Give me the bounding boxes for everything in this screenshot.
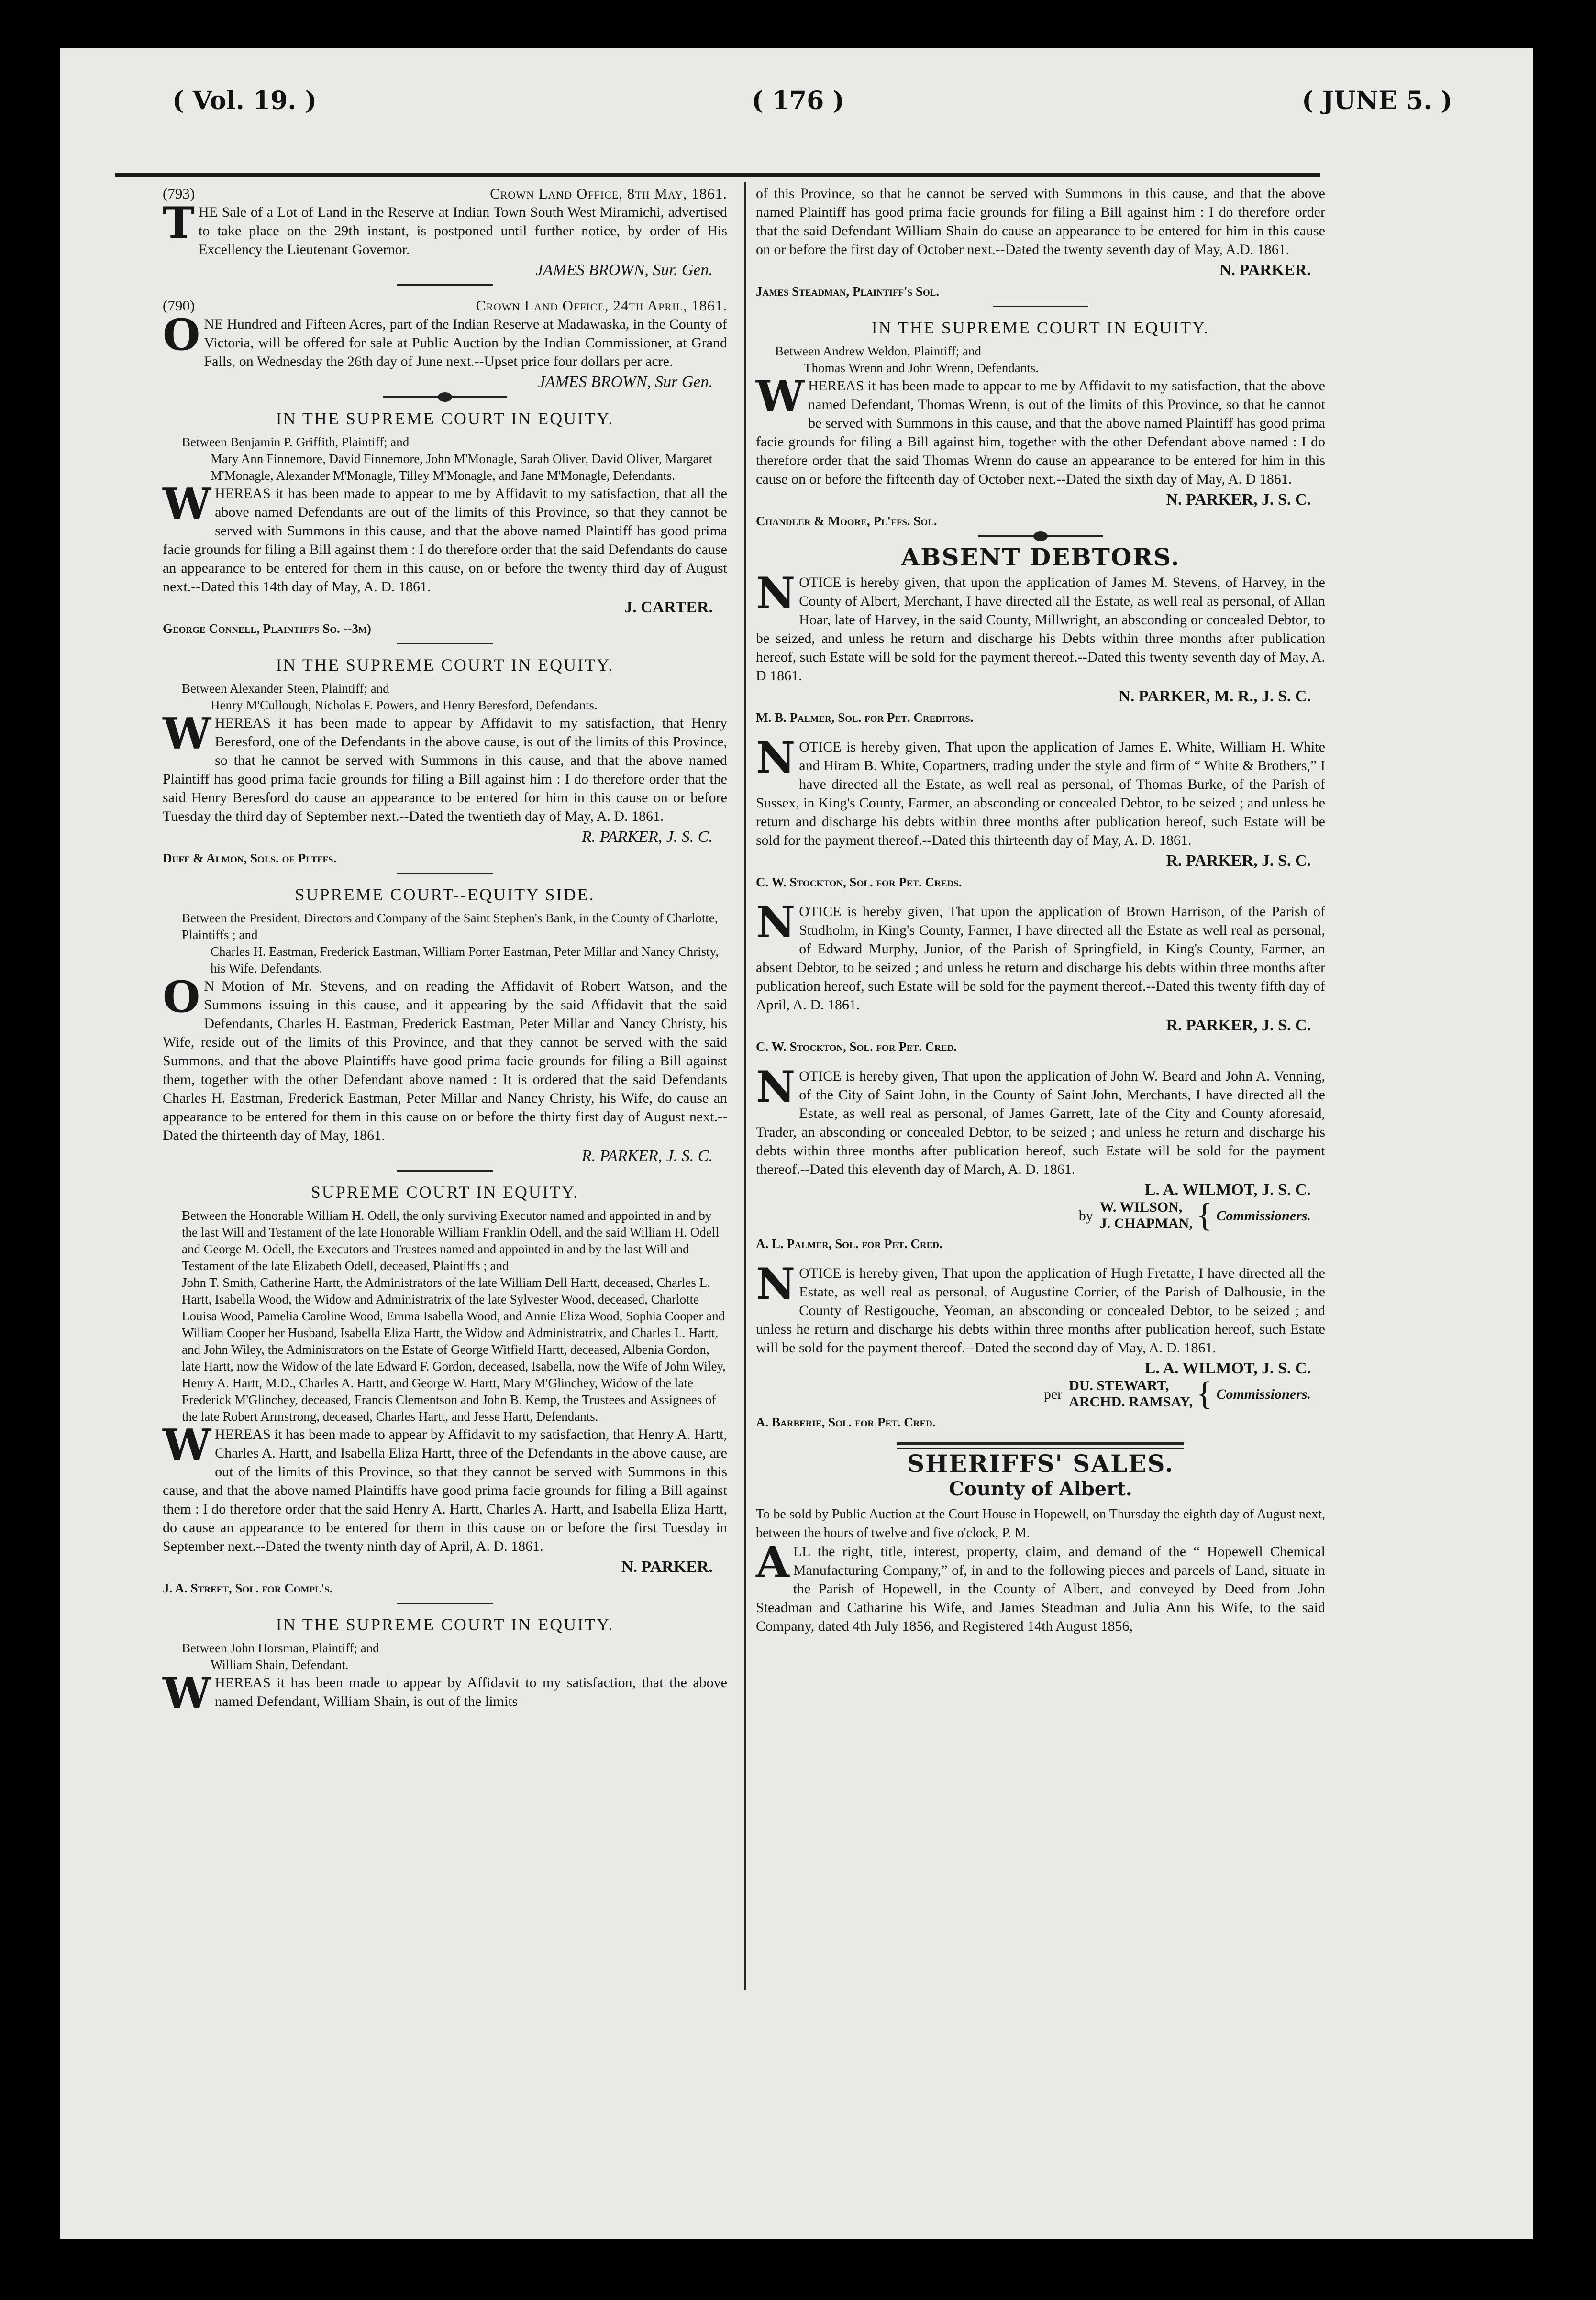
divider-rule [993, 306, 1088, 307]
notice-text: HE Sale of a Lot of Land in the Reserve at Indian Town South West Miramichi, advertised to take place on the 29th instant, is postponed until further notice, by order of His Excellency the Lieutenant Governor. [198, 204, 727, 257]
equity-horsman [163, 1615, 727, 1719]
notice-body [163, 1668, 727, 1719]
defendants-line: Charles H. Eastman, Frederick Eastman, William Porter Eastman, Peter Millar and Nancy Christy, his Wife, Defendants. [211, 944, 719, 975]
signature: J. CARTER. [624, 598, 713, 616]
signature: JAMES BROWN, Sur Gen. [538, 373, 713, 391]
defendants-line: Henry M'Cullough, Nicholas F. Powers, and Henry Beresford, Defendants. [211, 698, 598, 712]
notice-body [163, 310, 727, 371]
court-heading: SUPREME COURT--EQUITY SIDE. [295, 885, 595, 904]
solicitor: M. B. Palmer, Sol. for Pet. Creditors. [756, 710, 974, 725]
page-number: ( 176 ) [752, 86, 844, 115]
notice-text: of this Province, so that he cannot be served with Summons in this cause, and that the above named Plaintiff has good prima facie grounds for filing a Bill against him : I do therefore order that the said Defendant William Shain do cause an appearance to be entered for him in this cause on or before the first day of October next.--Dated the twenty seventh day of May, A.D. 1861. [756, 186, 1325, 257]
equity-griffith [163, 409, 727, 644]
defendants-line: John T. Smith, Catherine Hartt, the Administrators of the late William Dell Hartt, deceased, Charles L. Hartt, Isabella Wood, the Widow and Administratrix of the late Sylvester Wood, deceased, Charlotte Louisa Wood, Pamelia Caroline Wood, Emma Isabella Wood, and Annie Eliza Wood, Sophia Cooper and William Cooper her Husband, Isabella Eliza Hartt, the Widow and Administratrix, and Charles L. Hartt, and John Wiley, the Administrators on the Estate of George Witfield Hartt, deceased, Albenia Gordon, late Hartt, now the Widow of the late Edward F. Gordon, deceased, Isabella, now the Wife of John Wiley, Henry A. Hartt, M.D., Charles A. Hartt, and George W. Hartt, Mary M'Glinchey, Widow of the late Frederick M'Glinchey, deceased, Francis Clementson and John B. Kemp, the Trustees and Assignees of the late Robert Armstrong, deceased, Charles Hartt, and Jesse Hartt, Defendants. [182, 1275, 726, 1424]
notice-office-date: Crown Land Office, 24th April, 1861. [476, 297, 727, 314]
commissioners-label: Commissioners. [1216, 1207, 1311, 1224]
drop-cap: N [756, 568, 796, 619]
notice-body [163, 708, 727, 826]
section-title-sheriffs-sales: SHERIFFS' SALES. [907, 1449, 1175, 1478]
notice-text: OTICE is hereby given, That upon the application of James E. White, William H. White and Hiram B. White, Copartners, trading under the style and firm of “ White & Brothers,” I have directed all the Estate, as well real as personal, of Thomas Burke, of the Parish of Sussex, in King's County, Farmer, an absconding or concealed Debtor, to be seized ; and unless he return and discharge his debts within three months after publication hereof, such Estate will be sold for the payment thereof.--Dated this thirteenth day of May, A. D. 1861. [756, 739, 1325, 848]
drop-cap: W [163, 479, 211, 530]
parties [163, 1207, 727, 1425]
notice-text: OTICE is hereby given, That upon the application of Brown Harrison, of the Parish of Studholm, in King's County, Farmer, I have directed all the Estate as well real as personal, of Edward Murphy, Junior, of the Parish of Springfield, in King's County, Farmer, an absent Debtor, to be seized ; and unless he return and discharge his debts within three months after publication hereof, such Estate will be sold for the payment thereof.--Dated this twenty fifth day of April, A. D. 1861. [756, 904, 1325, 1013]
drop-cap: N [756, 897, 796, 948]
notice-text: OTICE is hereby given, That upon the application of Hugh Fretatte, I have directed all the Estate, as well real as personal, of Augustine Corrier, of the Parish of Dalhousie, in the County of Restigouche, Yeoman, an absconding or concealed Debtor, to be seized ; and unless he return and discharge his debts within three months after publication hereof, such Estate will be sold for the payment thereof.--Dated the second day of May, A. D. 1861. [756, 1265, 1325, 1356]
debtor-garrett [756, 1062, 1325, 1253]
notice-body [163, 1420, 727, 1556]
notice-body [756, 1259, 1325, 1357]
commissioners-block [756, 1199, 1311, 1232]
signature: L. A. WILMOT, J. S. C. [1144, 1360, 1311, 1377]
notice-text: HEREAS it has been made to appear by Affidavit to my satisfaction, that Henry A. Hartt, Charles A. Hartt, and Isabella Eliza Hartt, three of the Defendants in the above cause, are out of the limits of this Province, so that they cannot be served with Summons in this cause, and that the above named Plaintiffs have good prima facie grounds for filing a Bill against them : I do therefore order that the said Henry A. Hartt, Charles A. Hartt, and Isabella Eliza Hartt, do cause an appearance to be entered for them in this cause on or before the first Tuesday in September next.--Dated the twenty ninth day of April, A. D. 1861. [163, 1426, 727, 1554]
signature: JAMES BROWN, Sur. Gen. [535, 261, 713, 279]
divider-rule [397, 1603, 493, 1604]
equity-horsman-continued [756, 184, 1325, 307]
solicitor: A. L. Palmer, Sol. for Pet. Cred. [756, 1237, 942, 1251]
drop-cap: T [163, 198, 195, 248]
county-heading: County of Albert. [949, 1478, 1132, 1500]
plaintiff-line: Between Andrew Weldon, Plaintiff; and [775, 344, 981, 358]
solicitor: Chandler & Moore, Pl'ffs. Sol. [756, 514, 937, 528]
divider-rule [397, 1170, 493, 1172]
sheriff-sale [756, 1505, 1325, 1636]
signature: R. PARKER, J. S. C. [581, 828, 713, 846]
drop-cap: A [756, 1537, 789, 1588]
plaintiff-line: Between Alexander Steen, Plaintiff; and [182, 681, 389, 696]
solicitor: James Steadman, Plaintiff's Sol. [756, 284, 940, 299]
commissioner-1: W. WILSON, [1099, 1199, 1183, 1215]
signature: N. PARKER, M. R., J. S. C. [1119, 687, 1311, 705]
notice-790 [163, 296, 727, 398]
commissioners-label: Commissioners. [1216, 1386, 1311, 1402]
left-column [163, 184, 727, 1721]
debtor-hoar [756, 568, 1325, 727]
signature: R. PARKER, J. S. C. [581, 1147, 713, 1165]
section-double-rule [897, 1442, 1184, 1449]
notice-body [163, 198, 727, 259]
notice-body [756, 732, 1325, 850]
header-rule [115, 173, 1320, 177]
parties [163, 1640, 727, 1673]
solicitor: J. A. Street, Sol. for Compl's. [163, 1581, 333, 1595]
parties [163, 680, 727, 714]
issue-date: ( JUNE 5. ) [1302, 86, 1452, 115]
commissioner-2: ARCHD. RAMSAY, [1069, 1394, 1193, 1410]
brace-glyph: { [1196, 1375, 1213, 1412]
drop-cap: N [756, 732, 796, 783]
defendants-line: William Shain, Defendant. [211, 1658, 349, 1672]
commissioners-block [756, 1375, 1311, 1412]
drop-cap: N [756, 1259, 796, 1309]
solicitor: George Connell, Plaintiffs So. --3m) [163, 621, 371, 636]
solicitor: Duff & Almon, Sols. of Pltffs. [163, 851, 337, 865]
parties [163, 434, 727, 484]
drop-cap: O [163, 972, 200, 1022]
per-word: per [1043, 1386, 1063, 1402]
notice-text: HEREAS it has been made to appear to me by Affidavit to my satisfaction, that the above named Defendant, Thomas Wrenn, is out of the limits of this Province, so that he cannot be served with Summons in this cause, and that the above named Plaintiff has good prima facie grounds for filing a Bill against him, together with the other Defendant above named : I do therefore order that the said Thomas Wrenn do cause an appearance to be entered for him in this cause on or before the fifteenth day of October next.--Dated the sixth day of May, A. D 1861. [756, 378, 1325, 487]
court-heading: SUPREME COURT IN EQUITY. [310, 1183, 579, 1202]
plaintiff-line: Between the Honorable William H. Odell, the only surviving Executor named and appointed in and by the last Will and Testament of the late Honorable William Franklin Odell, and the said William H. Odell and George M. Odell, the Executors and Trustees named and appointed in and by the last Will and Testament of the late Elizabeth Odell, deceased, Plaintiffs ; and [182, 1208, 719, 1273]
notice-text: NE Hundred and Fifteen Acres, part of the Indian Reserve at Madawaska, in the County of Victoria, will be offered for sale at Public Auction by the Indian Commissioner, at Grand Falls, on Wednesday the 26th day of June next.--Upset price four dollars per acre. [204, 316, 727, 369]
drop-cap: W [756, 371, 805, 422]
parties [163, 910, 727, 977]
court-heading: IN THE SUPREME COURT IN EQUITY. [276, 409, 614, 428]
ornament-rule [383, 396, 507, 398]
drop-cap: W [163, 708, 211, 759]
defendants-line: Mary Ann Finnemore, David Finnemore, John M'Monagle, Sarah Oliver, David Oliver, Margaret M'Monagle, Alexander M'Monagle, Tilley M'Monagle, and Jane M'Monagle, Defendants. [211, 452, 712, 483]
signature: L. A. WILMOT, J. S. C. [1144, 1181, 1311, 1199]
volume-number: ( Vol. 19. ) [172, 86, 317, 115]
notice-text: OTICE is hereby given, that upon the application of James M. Stevens, of Harvey, in the County of Albert, Merchant, I have directed all the Estate, as well real as personal, of Allan Hoar, late of Harvey, in the said County, Millwright, an absconding or concealed Debtor, to be seized, and unless he return and discharge his Debts within three months after publication hereof, such Estate will be sold for the payment thereof.--Dated this twenty seventh day of May, A. D 1861. [756, 575, 1325, 684]
column-divider [744, 182, 746, 1990]
notice-heading [163, 184, 727, 203]
notice-body [756, 568, 1325, 685]
notice-body [756, 1062, 1325, 1179]
notice-text: LL the right, title, interest, property, claim, and demand of the “ Hopewell Chemical Manufacturing Company,” of, in and to the following pieces and parcels of Land, situate in the Parish of Hopewell, in the County of Albert, and conveyed by Deed from John Steadman and Catharine his Wife, and James Steadman and Julia Ann his Wife, to the said Company, dated 4th July 1856, and Registered 14th August 1856, [756, 1544, 1325, 1634]
right-column [756, 184, 1325, 1646]
signature: N. PARKER, J. S. C. [1166, 491, 1311, 509]
drop-cap: O [163, 310, 200, 360]
court-heading: IN THE SUPREME COURT IN EQUITY. [276, 655, 614, 675]
running-head [115, 86, 1481, 129]
solicitor: A. Barberie, Sol. for Pet. Cred. [756, 1415, 936, 1429]
signature: N. PARKER. [621, 1558, 713, 1576]
commissioner-names [1069, 1378, 1193, 1410]
notice-text: N Motion of Mr. Stevens, and on reading the Affidavit of Robert Watson, and the Summons issuing in this cause, and it appearing by the said Affidavit that the said Defendants, Charles H. Eastman, Frederick Eastman, Peter Millar and Nancy Christy, his Wife, reside out of the limits of this Province, and that they cannot be served with the said Summons, and that the above Plaintiffs have good prima facie grounds for filing a Bill against them, together with the other Defendant above named : It is ordered that the said Defendants Charles H. Eastman, Frederick Eastman, Peter Millar and Nancy Christy, his Wife, do cause an appearance to be entered for them in this cause on or before the thirty first day of August next.--Dated the thirteenth day of May, 1861. [163, 978, 727, 1143]
signature: N. PARKER. [1219, 261, 1311, 279]
notice-number: (790) [163, 297, 195, 314]
parties [756, 343, 1325, 376]
commissioner-names [1100, 1199, 1193, 1232]
drop-cap: N [756, 1062, 796, 1112]
plaintiff-line: Between Benjamin P. Griffith, Plaintiff; and [182, 435, 410, 449]
court-heading: IN THE SUPREME COURT IN EQUITY. [276, 1615, 614, 1634]
divider-rule [397, 643, 493, 644]
notice-body [756, 371, 1325, 488]
solicitor: C. W. Stockton, Sol. for Pet. Creds. [756, 875, 962, 889]
notice-number: (793) [163, 185, 195, 202]
ornament-rule [978, 535, 1103, 537]
notice-body [163, 972, 727, 1145]
signature: R. PARKER, J. S. C. [1166, 1017, 1311, 1034]
notice-body [756, 897, 1325, 1014]
debtor-murphy [756, 897, 1325, 1056]
brace-glyph: { [1196, 1197, 1213, 1234]
commissioner-2: J. CHAPMAN, [1099, 1216, 1193, 1231]
drop-cap: W [163, 1420, 211, 1471]
debtor-burke [756, 732, 1325, 892]
notice-text: OTICE is hereby given, That upon the application of John W. Beard and John A. Venning, of the City of Saint John, in the County of Saint John, Merchants, I have directed all the Estate, as well real as personal, of James Garrett, late of the City and County aforesaid, Trader, an absconding or concealed Debtor, to be seized ; and unless he return and discharge his debts within three months after publication hereof, such Estate will be sold for the payment thereof.--Dated this eleventh day of March, A. D. 1861. [756, 1068, 1325, 1177]
notice-text: HEREAS it has been made to appear by Affidavit to my satisfaction, that the above named Defendant, William Shain, is out of the limits [215, 1675, 727, 1709]
sale-intro: To be sold by Public Auction at the Court House in Hopewell, on Thursday the eighth day of August next, between the hours of twelve and five o'clock, P. M. [756, 1507, 1325, 1540]
divider-rule [397, 873, 493, 874]
divider-rule [397, 284, 493, 286]
by-word: by [1078, 1207, 1093, 1224]
solicitor: C. W. Stockton, Sol. for Pet. Cred. [756, 1039, 957, 1054]
notice-office-date: Crown Land Office, 8th May, 1861. [490, 185, 727, 202]
notice-793 [163, 184, 727, 286]
section-title-absent-debtors: ABSENT DEBTORS. [901, 543, 1180, 571]
drop-cap: W [163, 1668, 211, 1719]
equity-weldon [756, 319, 1325, 537]
signature: R. PARKER, J. S. C. [1166, 852, 1311, 870]
plaintiff-line: Between the President, Directors and Company of the Saint Stephen's Bank, in the County of Charlotte, Plaintiffs ; and [182, 911, 718, 942]
court-heading: IN THE SUPREME COURT IN EQUITY. [871, 318, 1210, 337]
equity-odell [163, 1183, 727, 1604]
notice-text: HEREAS it has been made to appear to me by Affidavit to my satisfaction, that all the above named Defendants are out of the limits of this Province, so that they cannot be served with Summons in this cause, and that the above named Plaintiff has good prima facie grounds for filing a Bill against them : I do therefore order that the said Defendants do cause an appearance to be entered for them in this cause, on or before the twenty third day of August next.--Dated this 14th day of May, A. D. 1861. [163, 486, 727, 595]
notice-body [163, 479, 727, 596]
notice-heading [163, 296, 727, 315]
notice-body [756, 1537, 1325, 1636]
notice-text: HEREAS it has been made to appear by Affidavit to my satisfaction, that Henry Beresford, one of the Defendants in the above cause, is out of the limits of this Province, so that he cannot be served with Summons in this cause, and that the above named Plaintiff has good prima facie grounds for filing a Bill against him : I do therefore order that the said Henry Beresford do cause an appearance to be entered for him in this cause on or before Tuesday the third day of September next.--Dated the twentieth day of May, A. D. 1861. [163, 715, 727, 824]
defendants-line: Thomas Wrenn and John Wrenn, Defendants. [804, 361, 1039, 375]
commissioner-1: DU. STEWART, [1069, 1378, 1169, 1393]
equity-steen [163, 656, 727, 874]
plaintiff-line: Between John Horsman, Plaintiff; and [182, 1641, 379, 1655]
equity-stephen [163, 885, 727, 1172]
debtor-corrier [756, 1259, 1325, 1432]
